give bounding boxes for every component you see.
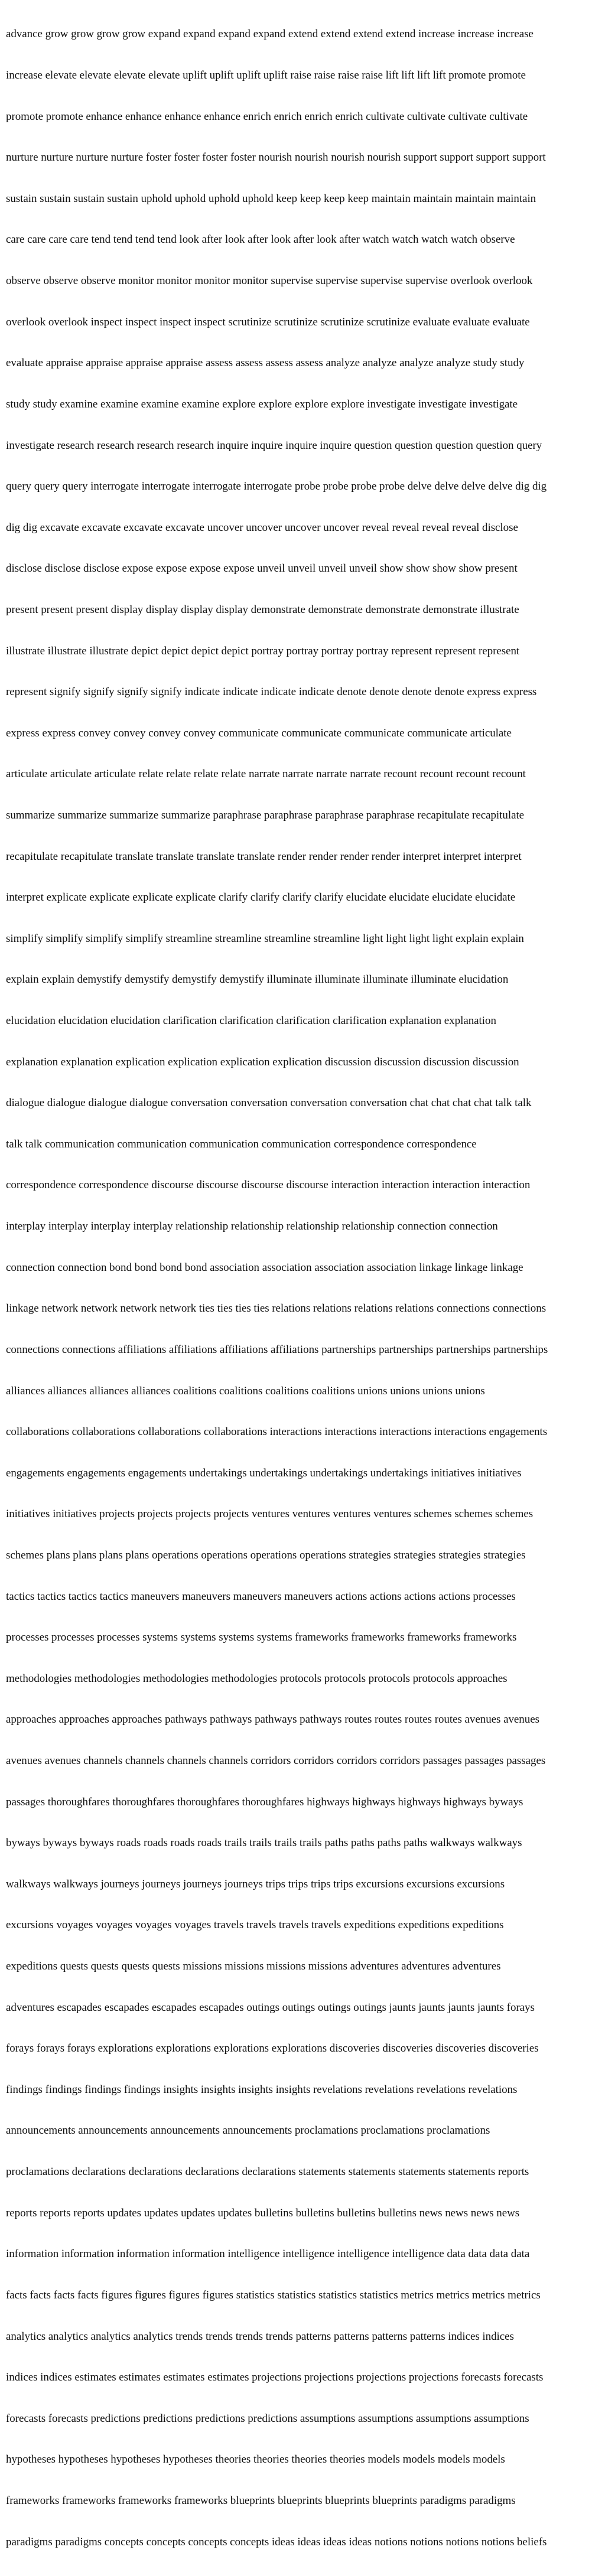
text-line: findings findings findings findings insights insights insights insights revelations revelations revelations revelations <box>6 2083 518 2096</box>
text-line: alliances alliances alliances alliances coalitions coalitions coalitions coalitions unions unions unions unions <box>6 1384 485 1397</box>
text-line: articulate articulate articulate relate relate relate relate narrate narrate narrate narrate recount recount recount recount <box>6 768 526 781</box>
text-line: correspondence correspondence discourse discourse discourse discourse interaction interaction interaction interaction <box>6 1179 531 1192</box>
text-line: announcements announcements announcements announcements proclamations proclamations proclamations <box>6 2124 490 2137</box>
text-line: expeditions quests quests quests quests missions missions missions missions adventures adventures adventures <box>6 1960 501 1973</box>
text-line: increase elevate elevate elevate elevate uplift uplift uplift uplift raise raise raise raise lift lift lift lift promote promote <box>6 69 526 82</box>
text-line: schemes plans plans plans plans operations operations operations operations strategies strategies strategies strategies <box>6 1548 526 1561</box>
text-line: analytics analytics analytics analytics trends trends trends trends patterns patterns patterns patterns indices indices <box>6 2330 514 2343</box>
text-line: dig dig excavate excavate excavate excavate uncover uncover uncover uncover reveal reveal reveal reveal disclose <box>6 521 518 534</box>
text-line: information information information information intelligence intelligence intelligence intelligence data data data data <box>6 2248 530 2261</box>
text-line: reports reports reports updates updates updates updates bulletins bulletins bulletins bulletins news news news news <box>6 2206 520 2219</box>
text-line: present present present display display display display demonstrate demonstrate demonstrate demonstrate illustrate <box>6 603 519 616</box>
text-line: hypotheses hypotheses hypotheses hypotheses theories theories theories theories models models models models <box>6 2453 505 2466</box>
text-line: proclamations declarations declarations declarations declarations statements statements statements statements reports <box>6 2166 529 2179</box>
text-line: sustain sustain sustain sustain uphold uphold uphold uphold keep keep keep keep maintain maintain maintain maintain <box>6 192 536 205</box>
text-line: nurture nurture nurture nurture foster foster foster foster nourish nourish nourish nourish support support support support <box>6 151 546 164</box>
text-line: engagements engagements engagements undertakings undertakings undertakings undertakings initiatives initiatives <box>6 1466 522 1479</box>
text-line: promote promote enhance enhance enhance enhance enrich enrich enrich enrich cultivate cultivate cultivate cultivate <box>6 110 528 123</box>
text-line: illustrate illustrate illustrate depict depict depict depict portray portray portray portray represent represent represent <box>6 644 520 657</box>
text-line: evaluate appraise appraise appraise appraise assess assess assess assess analyze analyze analyze analyze study study <box>6 357 525 370</box>
text-line: advance grow grow grow grow expand expand expand expand extend extend extend extend increase increase increase <box>6 28 534 41</box>
text-line: processes processes processes systems systems systems systems frameworks frameworks frameworks frameworks <box>6 1631 517 1644</box>
text-line: linkage network network network network ties ties ties ties relations relations relations relations connections connections <box>6 1302 547 1315</box>
text-line: byways byways byways roads roads roads roads trails trails trails trails paths paths paths paths walkways walkways <box>6 1837 522 1850</box>
text-line: initiatives initiatives projects projects projects projects ventures ventures ventures ventures schemes schemes schemes <box>6 1508 534 1521</box>
text-line: talk talk communication communication communication communication correspondence correspondence <box>6 1137 477 1150</box>
text-line: connections connections affiliations affiliations affiliations affiliations partnerships partnerships partnerships partnerships <box>6 1343 548 1356</box>
text-line: overlook overlook inspect inspect inspect inspect scrutinize scrutinize scrutinize scrutinize evaluate evaluate evaluate <box>6 315 530 328</box>
text-line: represent signify signify signify signify indicate indicate indicate indicate denote denote denote denote express express <box>6 686 537 699</box>
text-line: forays forays forays explorations explorations explorations explorations discoveries discoveries discoveries discoveries <box>6 2042 539 2055</box>
text-line: care care care care tend tend tend tend look after look after look after look after watch watch watch watch observe <box>6 233 515 246</box>
text-line: methodologies methodologies methodologies methodologies protocols protocols protocols protocols approaches <box>6 1672 508 1685</box>
text-line: investigate research research research research inquire inquire inquire inquire question question question question query <box>6 439 542 452</box>
text-line: passages thoroughfares thoroughfares thoroughfares thoroughfares highways highways highways highways byways <box>6 1795 523 1808</box>
text-line: tactics tactics tactics tactics maneuvers maneuvers maneuvers maneuvers actions actions actions actions processes <box>6 1590 516 1603</box>
text-line: walkways walkways journeys journeys journeys journeys trips trips trips trips excursions excursions excursions <box>6 1877 505 1890</box>
text-line: excursions voyages voyages voyages voyages travels travels travels travels expeditions expeditions expeditions <box>6 1919 504 1932</box>
text-line: collaborations collaborations collaborations collaborations interactions interactions interactions interactions engagements <box>6 1426 548 1439</box>
text-line: paradigms paradigms concepts concepts concepts concepts ideas ideas ideas ideas notions notions notions notions beliefs <box>6 2535 547 2548</box>
document-text <box>6 0 599 2576</box>
text-line: explain explain demystify demystify demystify demystify illuminate illuminate illuminate illuminate elucidation <box>6 973 509 986</box>
text-line: observe observe observe monitor monitor monitor monitor supervise supervise supervise supervise overlook overlook <box>6 275 533 288</box>
text-line: recapitulate recapitulate translate translate translate translate render render render render interpret interpret interpret <box>6 850 522 863</box>
text-line: indices indices estimates estimates estimates estimates projections projections projections projections forecasts forecasts <box>6 2371 544 2384</box>
text-line: simplify simplify simplify simplify streamline streamline streamline streamline light light light light explain explain <box>6 932 524 945</box>
text-line: elucidation elucidation elucidation clarification clarification clarification clarification explanation explanation <box>6 1015 496 1028</box>
text-line: explanation explanation explication explication explication explication discussion discussion discussion discussion <box>6 1055 519 1068</box>
text-line: avenues avenues channels channels channels channels corridors corridors corridors corridors passages passages passages <box>6 1755 546 1767</box>
text-line: interplay interplay interplay interplay relationship relationship relationship relationship connection connection <box>6 1220 498 1233</box>
text-line: adventures escapades escapades escapades escapades outings outings outings outings jaunts jaunts jaunts jaunts forays <box>6 2001 535 2014</box>
text-line: dialogue dialogue dialogue dialogue conversation conversation conversation conversation chat chat chat chat talk talk <box>6 1097 532 1110</box>
text-line: approaches approaches approaches pathways pathways pathways pathways routes routes routes routes avenues avenues <box>6 1713 539 1726</box>
text-line: summarize summarize summarize summarize paraphrase paraphrase paraphrase paraphrase recapitulate recapitulate <box>6 808 525 821</box>
text-line: forecasts forecasts predictions predictions predictions predictions assumptions assumptions assumptions assumptions <box>6 2412 529 2425</box>
text-line: frameworks frameworks frameworks frameworks blueprints blueprints blueprints blueprints paradigms paradigms <box>6 2494 516 2507</box>
text-line: connection connection bond bond bond bond association association association association linkage linkage linkage <box>6 1261 523 1274</box>
text-line: facts facts facts facts figures figures figures figures statistics statistics statistics statistics metrics metrics metrics metrics <box>6 2288 541 2301</box>
text-line: interpret explicate explicate explicate explicate clarify clarify clarify clarify elucidate elucidate elucidate elucidate <box>6 891 516 904</box>
text-line: express express convey convey convey convey communicate communicate communicate communicate articulate <box>6 726 512 739</box>
text-line: query query query interrogate interrogate interrogate interrogate probe probe probe probe delve delve delve delve dig dig <box>6 480 547 493</box>
text-line: disclose disclose disclose expose expose expose expose unveil unveil unveil unveil show show show show present <box>6 562 518 575</box>
text-line: study study examine examine examine examine explore explore explore explore investigate investigate investigate <box>6 397 518 410</box>
